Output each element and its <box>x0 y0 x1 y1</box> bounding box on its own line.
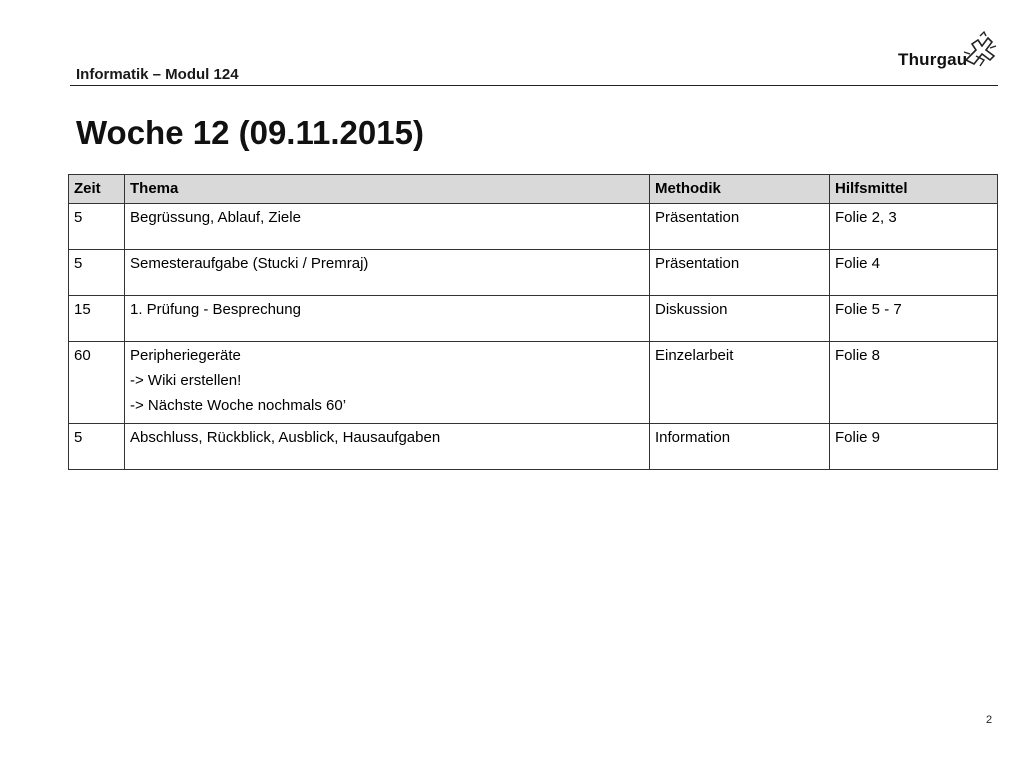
cell-hilfsmittel: Folie 9 <box>830 424 998 470</box>
cell-methodik: Präsentation <box>650 250 830 296</box>
column-header-thema: Thema <box>125 175 650 204</box>
thema-line: -> Wiki erstellen! <box>130 372 242 389</box>
cell-zeit: 15 <box>69 296 125 342</box>
table-row <box>69 424 998 470</box>
table-row <box>69 342 998 424</box>
course-title: Informatik – Modul 124 <box>76 66 239 83</box>
cell-thema: Semesteraufgabe (Stucki / Premraj) <box>125 250 650 296</box>
column-header-zeit: Zeit <box>69 175 125 204</box>
schedule-table <box>68 174 998 470</box>
cell-thema: Abschluss, Rückblick, Ausblick, Hausaufgaben <box>125 424 650 470</box>
cell-hilfsmittel: Folie 5 - 7 <box>830 296 998 342</box>
logo-text: Thurgau <box>898 50 968 69</box>
cell-hilfsmittel: Folie 4 <box>830 250 998 296</box>
cell-zeit: 5 <box>69 204 125 250</box>
thema-line: -> Nächste Woche nochmals 60’ <box>130 397 347 414</box>
table-row <box>69 204 998 250</box>
cell-zeit: 60 <box>69 342 125 424</box>
thurgau-logo <box>898 30 1002 76</box>
thema-line: Peripheriegeräte <box>130 347 241 364</box>
table-row <box>69 296 998 342</box>
lion-crest-icon <box>960 30 1000 70</box>
page-number: 2 <box>986 714 993 726</box>
cell-zeit: 5 <box>69 424 125 470</box>
table-row <box>69 250 998 296</box>
cell-thema <box>125 342 650 424</box>
cell-methodik: Präsentation <box>650 204 830 250</box>
cell-hilfsmittel: Folie 8 <box>830 342 998 424</box>
table-header-row <box>69 175 998 204</box>
cell-zeit: 5 <box>69 250 125 296</box>
header-divider <box>70 85 998 86</box>
cell-thema: 1. Prüfung - Besprechung <box>125 296 650 342</box>
page-title: Woche 12 (09.11.2015) <box>76 114 424 151</box>
cell-methodik: Diskussion <box>650 296 830 342</box>
column-header-hilfsmittel: Hilfsmittel <box>830 175 998 204</box>
cell-methodik: Information <box>650 424 830 470</box>
cell-methodik: Einzelarbeit <box>650 342 830 424</box>
cell-hilfsmittel: Folie 2, 3 <box>830 204 998 250</box>
column-header-methodik: Methodik <box>650 175 830 204</box>
cell-thema: Begrüssung, Ablauf, Ziele <box>125 204 650 250</box>
